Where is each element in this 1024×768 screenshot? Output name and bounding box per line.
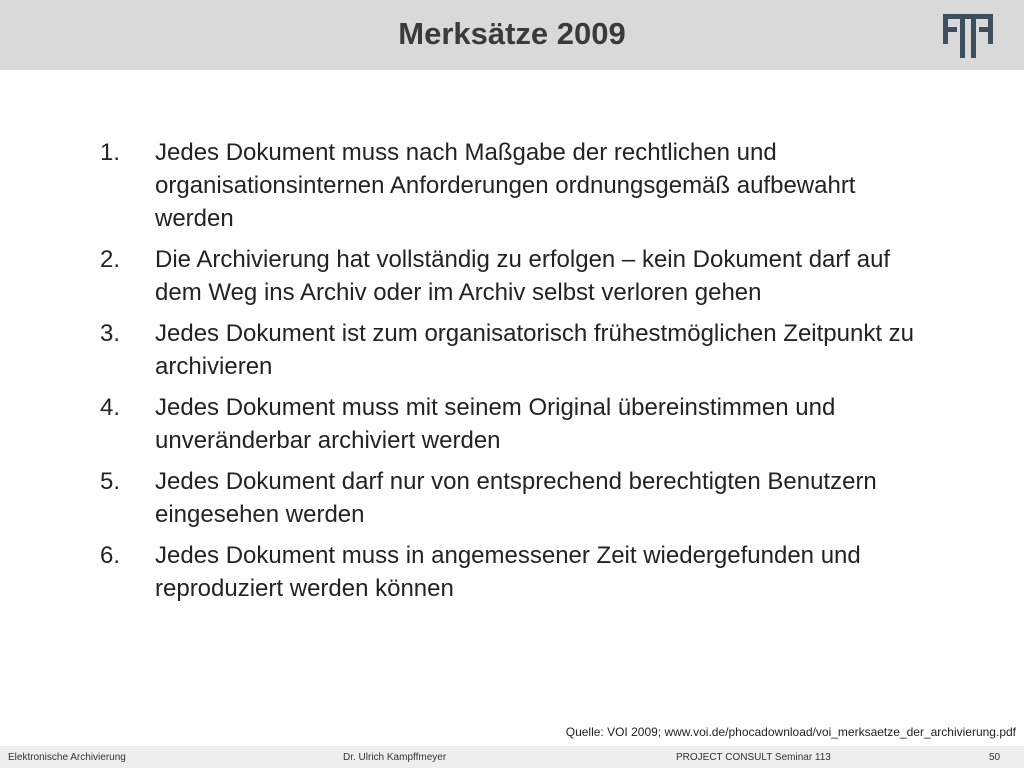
footer-course-title: Elektronische Archivierung [8,752,126,763]
list-item [100,391,940,457]
slide-header [0,0,1024,70]
list-item-number: 6. [100,542,121,569]
slide-title: Merksätze 2009 [398,16,626,51]
project-consult-logo-icon [943,14,993,58]
list-item-text: Jedes Dokument muss nach Maßgabe der rechtlichen und organisationsinternen Anforderungen ordnungsgemäß aufbewahrt werden [155,139,856,232]
merksaetze-list [100,136,940,613]
list-item-text: Die Archivierung hat vollständig zu erfolgen – kein Dokument darf auf dem Weg ins Archiv oder im Archiv selbst verloren gehen [155,246,891,306]
page-number: 50 [989,752,1001,763]
list-item-number: 2. [100,246,121,273]
list-item-number: 5. [100,468,121,495]
list-item [100,317,940,383]
list-item-text: Jedes Dokument ist zum organisatorisch frühestmöglichen Zeitpunkt zu archivieren [155,320,915,380]
list-item-number: 1. [100,139,121,166]
list-item [100,539,940,605]
list-item [100,465,940,531]
list-item-text: Jedes Dokument muss mit seinem Original übereinstimmen und unveränderbar archiviert werden [155,394,836,454]
slide-footer [0,746,1024,768]
list-item-number: 4. [100,394,121,421]
footer-author: Dr. Ulrich Kampffmeyer [343,752,447,763]
list-item [100,243,940,309]
list-item-number: 3. [100,320,121,347]
list-item-text: Jedes Dokument muss in angemessener Zeit wiedergefunden und reproduziert werden können [155,542,861,602]
list-item [100,136,940,235]
footer-seminar: PROJECT CONSULT Seminar 113 [676,752,831,763]
list-item-text: Jedes Dokument darf nur von entsprechend berechtigten Benutzern eingesehen werden [155,468,877,528]
source-citation: Quelle: VOI 2009; www.voi.de/phocadownload/voi_merksaetze_der_archivierung.pdf [565,725,1016,739]
